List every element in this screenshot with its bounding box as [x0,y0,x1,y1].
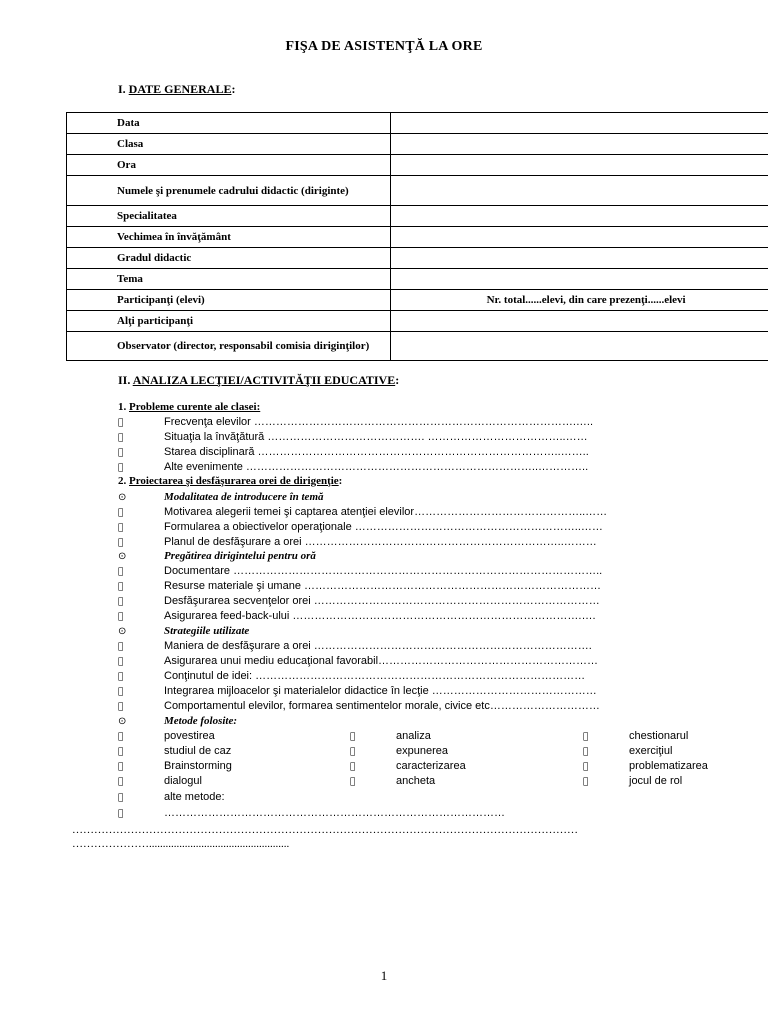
fill-line-2[interactable]: ………………………………………………………………………………………………………………………… [72,824,578,836]
checkbox-icon[interactable] [118,745,164,759]
method-item [350,774,435,789]
subheading-text: Pregătirea dirigintelui pentru oră [164,550,316,562]
section-2-number: II. [118,373,133,387]
method-label: povestirea [164,730,215,742]
subsection-1-label: Probleme curente ale clasei: [129,401,261,413]
checkbox-icon[interactable] [583,730,629,744]
checkbox-icon[interactable] [118,565,164,579]
fill-line-dots[interactable]: ………………………………………………………………………………… [164,807,505,819]
checkbox-icon[interactable] [118,506,164,520]
method-label: analiza [396,730,431,742]
checkbox-icon[interactable] [118,416,164,430]
method-label: caracterizarea [396,760,466,772]
page-number: 1 [380,968,388,983]
checkbox-icon[interactable] [583,760,629,774]
method-item [118,744,231,759]
list-item [118,430,588,445]
row-value[interactable] [391,332,768,361]
list-item [118,639,592,654]
list-item [118,594,600,609]
method-item [118,729,215,744]
list-item [118,505,607,520]
checkbox-icon[interactable] [118,730,164,744]
method-label: studiul de caz [164,745,232,757]
subheading-methods [118,714,237,729]
checkbox-icon[interactable] [118,431,164,445]
method-item [350,729,431,744]
fill-line-1 [118,806,505,821]
subsection-2-label: Proiectarea şi desfăşurarea orei de dirigenţie [129,475,339,487]
list-item-text: Alte evenimente ……………………………………………………………………..………….. [164,461,589,473]
checkbox-icon[interactable] [350,775,396,789]
list-item [118,684,597,699]
list-item-text: Documentare ……………………………………………………………………………………….. [164,565,603,577]
row-label: Ora [67,155,391,176]
subheading-text: Modalitatea de introducere în temă [164,491,324,503]
checkbox-icon[interactable] [118,760,164,774]
list-item-text: Asigurarea unui mediu educaţional favorabil…………………………………………………… [164,655,599,667]
list-item-text: Planul de desfăşurare a orei ……………………………………………………………..……… [164,536,597,548]
method-item [118,774,202,789]
list-item [118,520,603,535]
list-item-text: Conţinutul de idei: ……………………………………………………………………………… [164,670,586,682]
row-value[interactable] [391,134,768,155]
method-item [350,744,448,759]
row-value[interactable] [391,206,768,227]
table-row [67,176,768,206]
table-row [67,155,768,176]
checkbox-icon[interactable] [118,461,164,475]
row-label: Clasa [67,134,391,155]
row-value[interactable]: Nr. total......elevi, din care prezenţi......elevi [391,290,768,311]
row-label: Numele şi prenumele cadrului didactic (diriginte) [67,176,391,206]
subheading-text: Metode folosite: [164,715,238,727]
section-1-heading [118,82,235,97]
list-item-text: Maniera de desfăşurare a orei …………………………………………………………………. [164,640,592,652]
subheading-text: Strategiile utilizate [164,625,250,637]
checkbox-icon[interactable] [118,536,164,550]
row-label: Data [67,113,391,134]
method-label: exerciţiul [629,745,673,757]
method-label: Brainstorming [164,760,232,772]
fill-line-3[interactable]: …………………................................................... [72,838,290,850]
row-label: Specialitatea [67,206,391,227]
table-row [67,113,768,134]
checkbox-icon[interactable] [350,745,396,759]
list-item [118,579,601,594]
method-item [583,729,688,744]
section-1-label: DATE GENERALE [128,82,232,96]
method-label: alte metode: [164,791,225,803]
subsection-2-number: 2. [118,475,129,487]
row-label: Observator (director, responsabil comisia diriginţilor) [67,332,391,361]
general-data-table [66,112,768,361]
list-item-text: Frecvenţa elevilor …………………………………………………………………………….….. [164,416,594,428]
list-item-text: Resurse materiale şi umane ……………………………………………………………………… [164,580,602,592]
method-label: jocul de rol [629,775,683,787]
list-item-text: Desfăşurarea secvenţelor orei …………………………………………………………………… [164,595,600,607]
subheading-introduction [118,490,324,505]
target-circle-icon: ⊙ [118,626,127,637]
method-label: problematizarea [629,760,708,772]
row-value[interactable] [391,311,768,332]
subsection-2-colon: : [338,475,343,487]
list-item [118,460,588,475]
checkbox-icon[interactable] [350,730,396,744]
checkbox-icon[interactable] [350,760,396,774]
checkbox-icon[interactable] [118,655,164,669]
table-row [67,269,768,290]
method-item-other [118,790,225,805]
checkbox-icon[interactable] [118,807,164,821]
list-item [118,564,602,579]
target-circle-icon: ⊙ [118,551,127,562]
list-item-text: Asigurarea feed-back-ului …………………………………………………………………….…. [164,610,596,622]
list-item [118,669,585,684]
subsection-1-heading [118,401,260,413]
checkbox-icon[interactable] [118,640,164,654]
row-value[interactable] [391,176,768,206]
checkbox-icon[interactable] [583,775,629,789]
method-label: chestionarul [629,730,689,742]
checkbox-icon[interactable] [118,791,164,805]
target-circle-icon: ⊙ [118,492,127,503]
checkbox-icon[interactable] [118,446,164,460]
subsection-2-heading [118,475,342,487]
table-row [67,134,768,155]
checkbox-icon[interactable] [118,700,164,714]
row-label: Tema [67,269,391,290]
method-item [118,759,232,774]
row-value[interactable] [391,227,768,248]
list-item-text: Starea disciplinară ………………………………………………………………………..…….. [164,446,589,458]
checkbox-icon[interactable] [118,775,164,789]
list-item-text: Integrarea mijloacelor şi materialelor didactice în lecţie ……………………………………… [164,685,597,697]
table-row [67,290,768,311]
list-item-text: Situaţia la învăţătură ……………………………………. ………………………………..…… [164,431,588,443]
subsection-1-number: 1. [118,401,129,413]
method-item [583,759,708,774]
row-label: Gradul didactic [67,248,391,269]
table-row [67,311,768,332]
checkbox-icon[interactable] [118,670,164,684]
list-item [118,654,598,669]
section-2-colon: : [395,373,400,387]
section-2-label: ANALIZA LECŢIEI/ACTIVITĂŢII EDUCATIVE [132,373,396,387]
row-label: Vechimea în învăţământ [67,227,391,248]
table-row [67,206,768,227]
checkbox-icon[interactable] [118,685,164,699]
list-item-text: Formularea a obiectivelor operaţionale ……………………………………………………..…… [164,521,603,533]
row-value[interactable] [391,113,768,134]
checkbox-icon[interactable] [118,595,164,609]
list-item [118,415,593,430]
list-item [118,535,597,550]
row-label: Alţi participanţi [67,311,391,332]
checkbox-icon[interactable] [583,745,629,759]
row-value[interactable] [391,269,768,290]
subheading-strategies [118,624,249,639]
list-item-text: Comportamentul elevilor, formarea sentimentelor morale, civice etc………………………… [164,700,600,712]
table-row [67,332,768,361]
row-value[interactable] [391,248,768,269]
row-value[interactable] [391,155,768,176]
table-row [67,227,768,248]
method-label: expunerea [396,745,448,757]
section-2-heading [118,373,399,388]
list-item [118,445,589,460]
section-1-colon: : [231,82,236,96]
method-item [583,774,682,789]
checkbox-icon[interactable] [118,521,164,535]
method-item [350,759,466,774]
checkbox-icon[interactable] [118,580,164,594]
checkbox-icon[interactable] [118,610,164,624]
method-label: ancheta [396,775,436,787]
method-label: dialogul [164,775,202,787]
subheading-preparation [118,549,316,564]
list-item [118,609,596,624]
table-row [67,248,768,269]
list-item [118,699,600,714]
method-item [583,744,672,759]
target-circle-icon: ⊙ [118,716,127,727]
list-item-text: Motivarea alegerii temei şi captarea atenţiei elevilor………………………………………..…… [164,506,608,518]
row-label: Participanţi (elevi) [67,290,391,311]
page-title: FIŞA DE ASISTENŢĂ LA ORE [285,39,483,54]
section-1-number: I. [118,82,129,96]
